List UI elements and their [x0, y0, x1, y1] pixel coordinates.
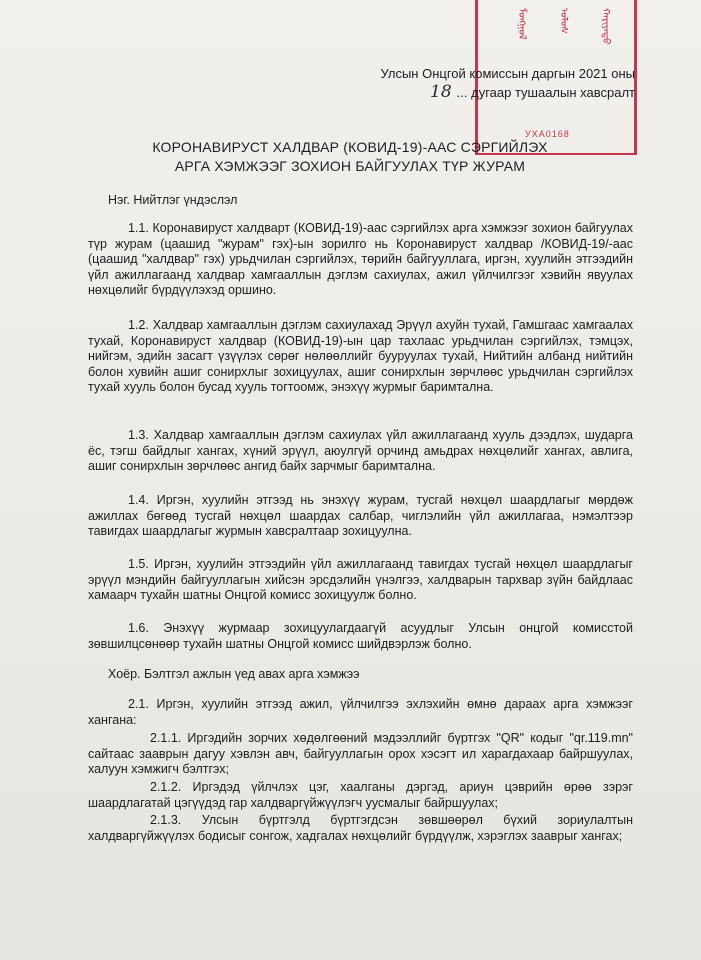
appendix-header-line2: ... дугаар тушаалын хавсралт [456, 85, 635, 100]
title-line2: АРГА ХЭМЖЭЭГ ЗОХИОН БАЙГУУЛАХ ТҮР ЖУРАМ [174, 158, 526, 174]
mongolian-script-seal-text: ᠬᠠᠷᠢᠶᠠᠲᠤ [600, 8, 611, 45]
appendix-header-line1: Улсын Онцгой комиссын даргын 2021 оны [380, 66, 635, 81]
paragraph-1-4: 1.4. Иргэн, хуулийн этгээд нь энэхүү журам, тусгай нөхцөл шаардлагыг мөрдөж ажиллах бөгөөд тусгай нөхцөл шаардах салбар, чиглэлийн үйл ажиллагаа, нэмэлтээр тавигдах шаардлагыг журмын хавсралтаар зохицуулна. [88, 493, 633, 539]
paragraph-2-1-2: 2.1.2. Иргэдэд үйлчлэх цэг, хаалганы дэргэд, ариун цэврийн өрөө зэрэг шаардлагатай цэгүүдэд гар халдваргүйжүүлэгч уусмалыг байршуулах; [88, 780, 633, 810]
mongolian-script-seal-text: ᠮᠣᠩᠭᠣᠯ [516, 8, 527, 40]
paragraph-2-1-1: 2.1.1. Иргэдийн зорчих хөдөлгөөний мэдээллийг бүртгэх "QR" кодыг "qr.119.mn" сайтаас зааврын дагуу хэвлэн авч, байгууллагын орох хэсэгт ил харагдахаар байршуулах, халуун хэмжигч бэлтгэх; [88, 731, 633, 777]
paragraph-1-6: 1.6. Энэхүү журмаар зохицуулагдаагүй асуудлыг Улсын онцгой комисстой зөвшилцсөнөөр тухайн шатны Онцгой комисс шийдвэрлэж болно. [88, 621, 633, 651]
handwritten-order-number: 18 [430, 82, 452, 102]
paragraph-2-1-3: 2.1.3. Улсын бүртгэлд бүртгэгдсэн зөвшөөрөл бүхий зориулалтын халдваргүйжүүлэх бодисыг сонгож, хадгалах нөхцөлийг бүрдүүлж, хэрэглэх зааврыг хангах; [88, 813, 633, 843]
section-heading-2: Хоёр. Бэлтгэл ажлын үед авах арга хэмжээ [108, 667, 360, 681]
paragraph-1-2: 1.2. Халдвар хамгааллын дэглэм сахиулахад Эрүүл ахуйн тухай, Гамшгаас хамгаалах тухай, Коронавируст халдвар (КОВИД-19)-ын цар тахлаас урьдчилан сэргийлэх, тэмцэх, нийгэм, эдийн засагт үзүүлэх сөрөг нөлөөллийг бууруулах тухай, Нийтийн албанд нийтийн болон хувийн ашиг сонирхлыг зохицуулах, ашиг сонирхлын зөрчлөөс урьдчилан сэргийлэх тухай хууль болон бусад хууль тогтоомж, энэхүү журмыг баримтална. [88, 318, 633, 395]
title-line1: КОРОНАВИРУСТ ХАЛДВАР (КОВИД-19)-ААС СЭРГИЙЛЭХ [152, 139, 548, 155]
paragraph-2-1: 2.1. Иргэн, хуулийн этгээд ажил, үйлчилгээ эхлэхийн өмнө дараах арга хэмжээг хангана: [88, 697, 633, 727]
section-heading-1: Нэг. Нийтлэг үндэслэл [108, 193, 238, 207]
stamp-code: УХА0168 [525, 129, 570, 139]
document-title [100, 138, 600, 176]
mongolian-script-seal-text: ᠤᠯᠤᠰ [558, 8, 569, 35]
appendix-header [300, 64, 635, 102]
paragraph-1-1: 1.1. Коронавируст халдварт (КОВИД-19)-аас сэргийлэх арга хэмжээг зохион байгуулах түр журам (цаашид "журам" гэх)-ын зорилго нь Коронавируст халдвар /КОВИД-19/-аас (цаашид "халдвар" гэх) урьдчилан сэргийлэх, төрийн байгууллага, иргэн, хуулийн этгээдийн үйл ажиллагаанд халдвар хамгааллын дэглэм сахиулах, ажил үйлчилгээг хэвийн явуулах нөхцөлийг бүрдүүлэхэд оршино. [88, 221, 633, 298]
paragraph-1-5: 1.5. Иргэн, хуулийн этгээдийн үйл ажиллагаанд тавигдах тусгай нөхцөл шаардлагыг эрүүл мэндийн байгууллагын хийсэн эрсдэлийн үнэлгээ, халдварын тархвар зүйн байдлаас хамаарч тухайн шатны Онцгой комисс зохицуулж болно. [88, 557, 633, 603]
paragraph-1-3: 1.3. Халдвар хамгааллын дэглэм сахиулах үйл ажиллагаанд хууль дээдлэх, шударга ёс, тэгш байдлыг хангах, хүний эрүүл, аюулгүй орчинд амьдрах нөхцөлийг хангах, авлига, ашиг сонирхлын зөрчлөөс ангид байх зарчмыг баримтална. [88, 428, 633, 474]
